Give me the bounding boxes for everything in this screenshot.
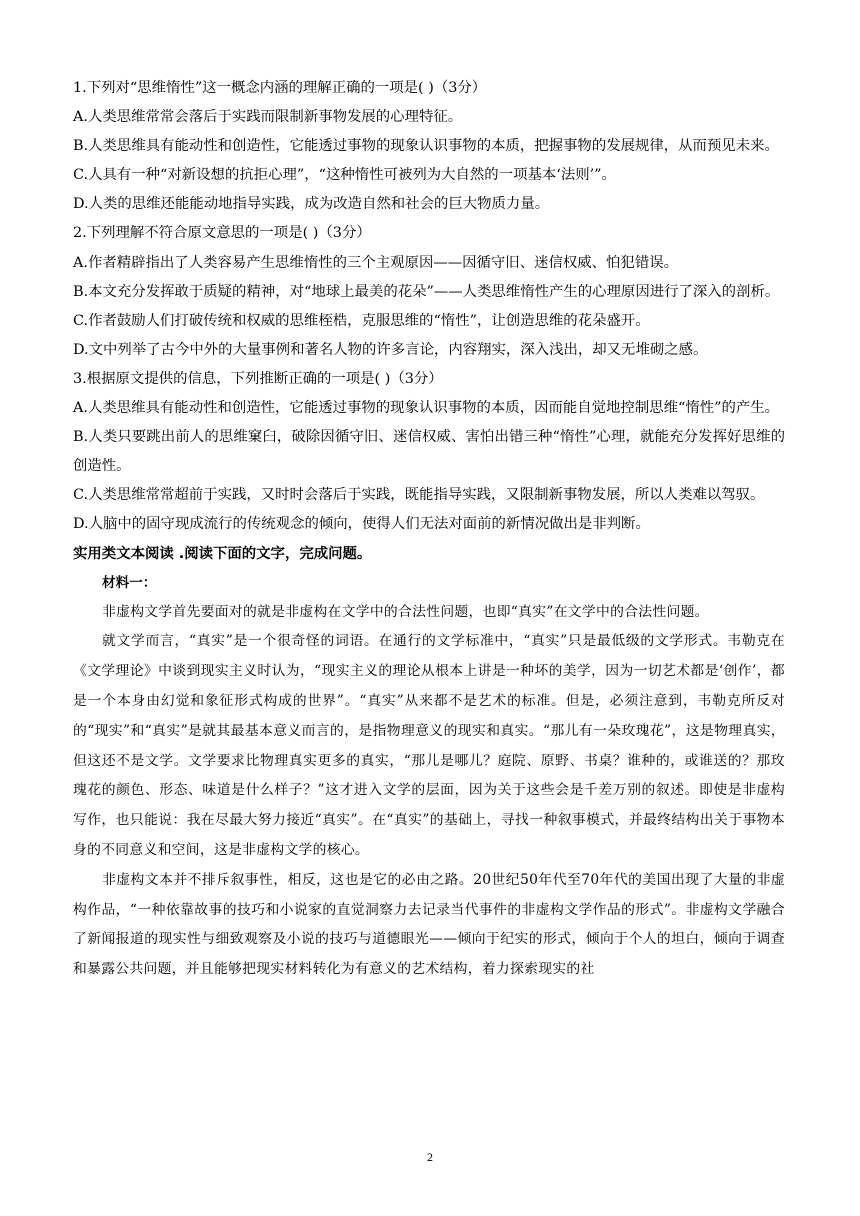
question-stem: 3.根据原文提供的信息，下列推断正确的一项是( )（3分）: [73, 370, 443, 387]
page-number: 2: [427, 1150, 433, 1164]
material-one: [73, 569, 785, 985]
option-b: B.本文充分发挥敢于质疑的精神，对“地球上最美的花朵”——人类思维惰性产生的心理原因进行了深入的剖析。: [73, 283, 780, 300]
option-d: D.人脑中的固守现成流行的传统观念的倾向，使得人们无法对面前的新情况做出是非判断。: [73, 516, 650, 533]
option-a: A.作者精辟指出了人类容易产生思维惰性的三个主观原因——因循守旧、迷信权威、怕犯错误。: [73, 254, 678, 271]
option-a: A.人类思维具有能动性和创造性，它能透过事物的现象认识事物的本质，因而能自觉地控制思维“惰性”的产生。: [73, 400, 780, 417]
question-1: [73, 74, 785, 219]
material-paragraph: 非虚构文学首先要面对的就是非虚构在文学中的合法性问题，也即“真实”在文学中的合法性问题。: [102, 603, 709, 620]
option-b: B.人类只要跳出前人的思维窠臼，破除因循守旧、迷信权威、害怕出错三种“惰性”心理，就能充分发挥好思维的创造性。: [73, 429, 785, 475]
question-stem: 2.下列理解不符合原文意思的一项是( )（3分）: [73, 225, 371, 242]
question-3: [73, 365, 785, 540]
option-d: D.人类的思维还能能动地指导实践，成为改造自然和社会的巨大物质力量。: [73, 196, 550, 213]
document-page: [73, 74, 785, 985]
material-paragraph: 非虚构文本并不排斥叙事性，相反，这也是它的必由之路。20世纪50年代至70年代的美国出现了大量的非虚构作品，“一种依靠故事的技巧和小说家的直觉洞察力去记录当代事件的非虚构文学作品的形式”。非虚构文学融合了新闻报道的现实性与细致观察及小说的技巧与道德眼光——倾向于纪实的形式，倾向于个人的坦白，倾向于调查和暴露公共问题，并且能够把现实材料转化为有意义的艺术结构，着力探索现实的社: [73, 871, 785, 978]
option-d: D.文中列举了古今中外的大量事例和著名人物的许多言论，内容翔实，深入浅出，却又无堆砌之感。: [73, 341, 708, 358]
material-label: 材料一：: [102, 574, 157, 591]
option-a: A.人类思维常常会落后于实践而限制新事物发展的心理特征。: [73, 109, 463, 126]
question-stem: 1.下列对“思维惰性”这一概念内涵的理解正确的一项是( )（3分）: [73, 80, 487, 96]
option-c: C.人类思维常常超前于实践，又时时会落后于实践，既能指导实践，又限制新事物发展，所以人类难以驾驭。: [73, 487, 765, 504]
material-paragraph: 就文学而言，“真实”是一个很奇怪的词语。在通行的文学标准中，“真实”只是最低级的文学形式。韦勒克在《文学理论》中谈到现实主义时认为，“现实主义的理论从根本上讲是一种坏的美学，因为一切艺术都是‘创作’，都是一个本身由幻觉和象征形式构成的世界”。“真实”从来都不是艺术的标准。但是，必须注意到，韦勒克所反对的“现实”和“真实”是就其最基本意义而言的，是指物理意义的现实和真实。“那儿有一朵玫瑰花”，这是物理真实，但这还不是文学。文学要求比物理真实更多的真实，“那儿是哪儿？庭院、原野、书桌？谁种的，或谁送的？那玫瑰花的颜色、形态、味道是什么样子？”这才进入文学的层面，因为关于这些会是千差万别的叙述。即使是非虚构写作，也只能说：我在尽最大努力接近“真实”。在“真实”的基础上，寻找一种叙事模式，并最终结构出关于事物本身的不同意义和空间，这是非虚构文学的核心。: [73, 633, 785, 858]
option-c: C.人具有一种“对新设想的抗拒心理”，“这种惰性可被列为大自然的一项基本‘法则’”。: [73, 167, 616, 184]
option-c: C.作者鼓励人们打破传统和权威的思维桎梏，克服思维的“惰性”，让创造思维的花朵盛开。: [73, 312, 650, 329]
question-2: [73, 219, 785, 364]
section-heading: 实用类文本阅读 .阅读下面的文字，完成问题。: [73, 545, 372, 562]
option-b: B.人类思维具有能动性和创造性，它能透过事物的现象认识事物的本质，把握事物的发展规律，从而预见未来。: [73, 138, 779, 155]
